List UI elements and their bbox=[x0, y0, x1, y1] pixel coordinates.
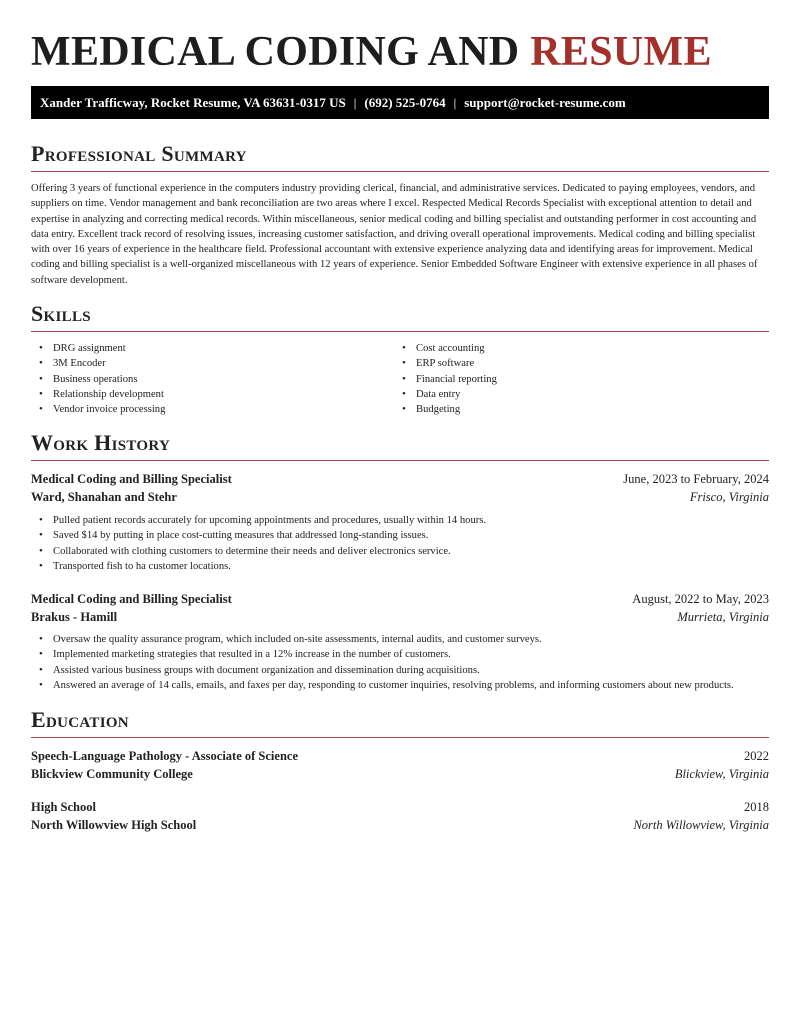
job-subheader bbox=[31, 488, 769, 506]
education-degree: Speech-Language Pathology - Associate of Science bbox=[31, 749, 298, 763]
job-dates: August, 2022 to May, 2023 bbox=[632, 592, 769, 606]
job-bullet: • Answered an average of 14 calls, emails, and faxes per day, responding to customer inquiries, resolving problems, and informing customers about new products. bbox=[31, 678, 769, 693]
skill-item: • DRG assignment bbox=[31, 341, 391, 356]
job-header bbox=[31, 590, 769, 608]
resume-title bbox=[31, 27, 769, 77]
contact-separator: | bbox=[353, 94, 357, 110]
skill-item: • Budgeting bbox=[394, 402, 754, 417]
education-school: North Willowview High School bbox=[31, 818, 197, 832]
education-school: Blickview Community College bbox=[31, 767, 193, 781]
education-subheader bbox=[31, 765, 769, 783]
contact-separator: | bbox=[453, 94, 457, 110]
skill-item: • ERP software bbox=[394, 356, 754, 371]
contact-bar bbox=[31, 86, 769, 119]
education-year: 2018 bbox=[744, 800, 769, 814]
job-bullet: • Oversaw the quality assurance program, which included on-site assessments, internal audits, and customer surveys. bbox=[31, 632, 769, 647]
skill-item: • Relationship development bbox=[31, 387, 391, 402]
resume-page bbox=[31, 0, 769, 832]
job-bullet: • Implemented marketing strategies that resulted in a 12% increase in the number of customers. bbox=[31, 647, 769, 662]
job-company: Brakus - Hamill bbox=[31, 610, 118, 624]
job-bullet: • Transported fish to ha customer locations. bbox=[31, 559, 769, 574]
education-degree: High School bbox=[31, 800, 96, 814]
job-title: Medical Coding and Billing Specialist bbox=[31, 472, 232, 486]
job-location: Murrieta, Virginia bbox=[677, 610, 769, 624]
job-title: Medical Coding and Billing Specialist bbox=[31, 592, 232, 606]
title-main: MEDICAL CODING AND bbox=[31, 29, 520, 75]
contact-address: Xander Trafficway, Rocket Resume, VA 63631-0317 US bbox=[40, 94, 346, 110]
skill-item: • Financial reporting bbox=[394, 372, 754, 387]
job-header bbox=[31, 470, 769, 488]
skill-item: • Business operations bbox=[31, 372, 391, 387]
job-bullet: • Saved $14 by putting in place cost-cutting measures that addressed long-standing issues. bbox=[31, 528, 769, 543]
section-heading-work: Work History bbox=[31, 430, 769, 461]
education-header bbox=[31, 747, 769, 765]
skills-list-left bbox=[31, 341, 391, 417]
skill-item: • 3M Encoder bbox=[31, 356, 391, 371]
skill-item: • Cost accounting bbox=[394, 341, 754, 356]
education-location: Blickview, Virginia bbox=[674, 767, 769, 781]
education-header bbox=[31, 798, 769, 816]
section-heading-skills: Skills bbox=[31, 301, 769, 332]
summary-text: Offering 3 years of functional experience in the computers industry providing clerical, financial, and administrative services. Dedicated to paying employees, vendors, and suppliers on time. Vendor management and bank reconciliation are two areas where I excel. Respected Medical Records Specialist with exceptional attention to detail and expertise in analyzing and correcting medical records. Within miscellaneous, senior medical coding and billing specialist and outstanding performer in cost accounting and data entry. Excellent track record of resolving issues, increasing customer satisfaction, and driving overall operational improvements. Medical coding and billing specialist with over 16 years of experience in the healthcare field. Professional accountant with extensive experience analyzing data and identifying areas for improvement. Medical coding and billing specialist is a well-organized miscellaneous with 12 years of experience. Senior Embedded Software Engineer with extensive experience in all phases of software development. bbox=[31, 183, 758, 286]
job-bullet: • Pulled patient records accurately for upcoming appointments and procedures, usually within 14 hours. bbox=[31, 513, 769, 528]
job-company: Ward, Shanahan and Stehr bbox=[31, 490, 177, 504]
section-heading-summary: Professional Summary bbox=[31, 141, 769, 172]
section-heading-education: Education bbox=[31, 707, 769, 738]
skills-list-right bbox=[394, 341, 754, 417]
contact-phone: (692) 525-0764 bbox=[364, 94, 446, 110]
education-location: North Willowview, Virginia bbox=[633, 818, 769, 832]
skill-item: • Vendor invoice processing bbox=[31, 402, 391, 417]
job-bullets bbox=[31, 513, 769, 574]
job-dates: June, 2023 to February, 2024 bbox=[623, 472, 769, 486]
job-location: Frisco, Virginia bbox=[689, 490, 769, 504]
job-subheader bbox=[31, 608, 769, 626]
job-bullet: • Collaborated with clothing customers to determine their needs and deliver electronics service. bbox=[31, 544, 769, 559]
job-bullets bbox=[31, 632, 769, 693]
education-subheader bbox=[31, 816, 769, 834]
education-year: 2022 bbox=[744, 749, 769, 763]
title-accent: RESUME bbox=[530, 29, 712, 75]
skill-item: • Data entry bbox=[394, 387, 754, 402]
job-bullet: • Assisted various business groups with document organization and dissemination during acquisitions. bbox=[31, 663, 769, 678]
contact-email[interactable]: support@rocket-resume.com bbox=[464, 94, 626, 110]
